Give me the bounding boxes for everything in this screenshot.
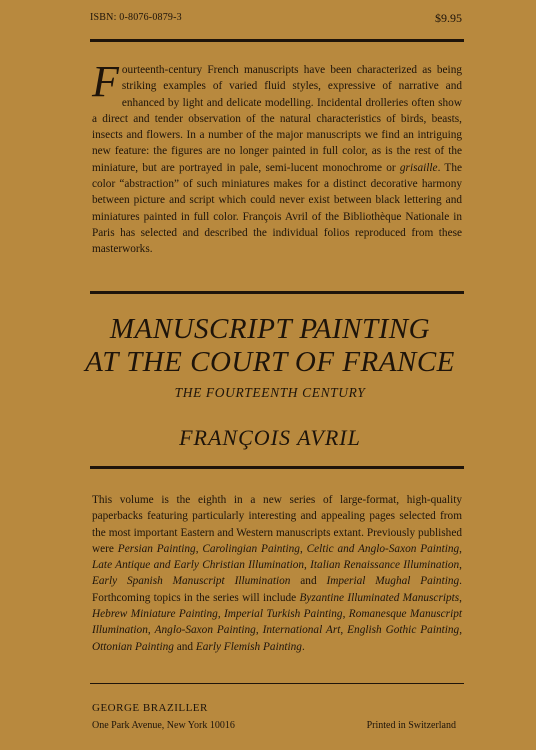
blurb-italic-term: grisaille — [399, 161, 438, 174]
list-separator: , — [195, 542, 203, 555]
list-separator: , — [459, 559, 462, 572]
series-period-2: . — [301, 640, 305, 653]
published-title: Italian Renaissance Illumination — [310, 559, 460, 572]
list-separator: , — [255, 624, 263, 637]
rule-above-title — [90, 291, 464, 294]
drop-cap: F — [92, 57, 119, 106]
list-separator: , — [147, 624, 155, 637]
publisher-name: GEORGE BRAZILLER — [92, 702, 208, 714]
list-separator: and — [173, 640, 196, 653]
title-line-1: MANUSCRIPT PAINTING — [109, 313, 431, 345]
list-separator: , — [217, 608, 225, 621]
rule-below-author — [90, 466, 464, 469]
published-title: Late Antique and Early Christian Illumination — [92, 559, 305, 572]
published-titles — [92, 543, 462, 588]
top-rule — [90, 39, 464, 42]
blurb-text-b: . The color “abstraction” of such miniatures makes for a distinct decorative harmony between picture and script which could never exist between black lettering and miniatures painted in full color. François Avril of the Bibliothèque Nationale in Paris has selected and described the individual folios reproduced from these masterworks. — [92, 161, 462, 256]
blurb-paragraph — [92, 57, 462, 258]
subtitle: THE FOURTEENTH CENTURY — [174, 385, 366, 400]
published-title: Celtic and Anglo-Saxon Painting — [306, 542, 460, 555]
published-title: Carolingian Painting — [202, 542, 300, 555]
list-separator: , — [340, 624, 348, 637]
printed-in: Printed in Switzerland — [366, 720, 456, 731]
forthcoming-intro: Forthcoming topics in the series will include — [92, 591, 300, 604]
forthcoming-title: Hebrew Miniature Painting — [92, 608, 218, 621]
series-paragraph — [92, 492, 462, 655]
series-period: . — [459, 575, 462, 588]
forthcoming-title: Romanesque Manuscript Illumination — [92, 608, 463, 637]
forthcoming-title: Imperial Turkish Painting — [224, 608, 343, 621]
published-title: Early Spanish Manuscript Illumination — [92, 575, 291, 588]
list-separator: , — [459, 624, 463, 637]
forthcoming-title: Byzantine Illuminated Manuscripts — [299, 591, 460, 604]
blurb-text-a: ourteenth-century French manuscripts have been characterized as being striking examples of varied fluid styles, expressive of narrative and enhanced by light and delicate modelling. Incidental drolleries often show a direct and tender observation of the natural characteristics of birds, beasts, insects and flowers. In a number of the major manuscripts we find an intriguing new feature: the figures are no longer painted in full color, as is the rest of the miniature, but are portrayed in pale, semi-lucent monochrome or — [92, 64, 462, 174]
list-separator: , — [299, 542, 307, 555]
list-separator: , — [342, 608, 349, 621]
series-intro: This volume is the eighth in a new series of large-format, high-quality paperbacks featuring particularly interesting and appealing pages selected from the most important Eastern and Western manuscripts extant. Previously published were — [92, 494, 462, 555]
title-line-2: AT THE COURT OF FRANCE — [85, 346, 455, 378]
forthcoming-title: Ottonian Painting — [92, 640, 174, 653]
isbn: ISBN: 0-8076-0879-3 — [90, 12, 182, 23]
author: FRANÇOIS AVRIL — [179, 425, 361, 450]
list-separator: , — [304, 559, 311, 572]
list-separator: , — [459, 591, 462, 604]
forthcoming-title: International Art — [262, 624, 341, 637]
forthcoming-title: Early Flemish Painting — [195, 640, 302, 653]
forthcoming-title: Anglo-Saxon Painting — [154, 624, 256, 637]
publisher-address: One Park Avenue, New York 10016 — [92, 720, 235, 731]
list-separator: and — [290, 575, 327, 588]
list-separator: , — [459, 542, 462, 555]
price: $9.95 — [435, 11, 462, 25]
footer-rule — [90, 683, 464, 684]
forthcoming-title: English Gothic Painting — [347, 624, 460, 637]
published-title: Persian Painting — [117, 542, 196, 555]
published-title: Imperial Mughal Painting — [326, 575, 460, 588]
